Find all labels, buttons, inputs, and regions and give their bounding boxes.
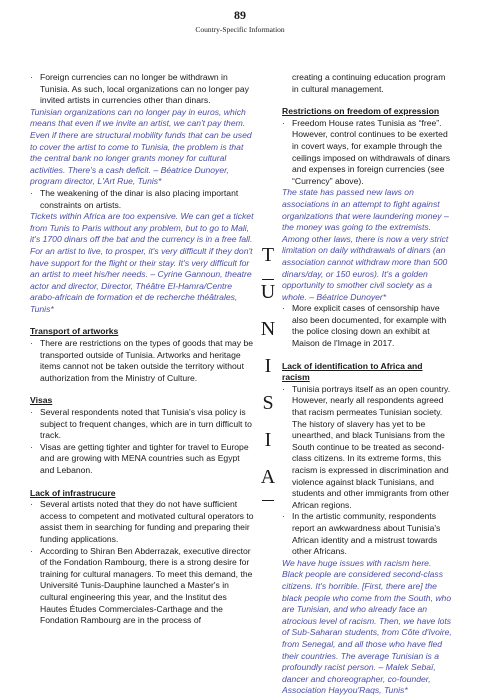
continued-paragraph: creating a continuing education program in cultural management.	[292, 72, 446, 94]
heading-racism: Lack of identification to Africa and racism	[282, 360, 423, 383]
sidebar-letter: T	[261, 244, 275, 266]
bullet-training: · According to Shiran Ben Abderrazak, executive director of the Fondation Rambourg, there is a strong desire for training for cultural managers. To meet this demand, the Université Tunis-Dauphine launched a Master's in cultural engineering this year, and the Institut des Hautes Études Commerciales-Carthage and the Fondation Rambourg are in the process of	[30, 546, 254, 627]
left-column	[30, 72, 254, 627]
bullet-censorship: · More explicit cases of censorship have also been documented, for example with the police closing down an exhibit at Maison de l'Image in 2017.	[282, 303, 452, 349]
bullet-transport: · There are restrictions on the types of goods that may be transported outside of Tunisia. Artworks and heritage items cannot not be taken outside the territory without authorization from the Ministry of Culture.	[30, 338, 254, 384]
bullet-currency-withdrawal: · Foreign currencies can no longer be withdrawn in Tunisia. As such, local organizations can no longer pay invited artists in currencies other than dinars.	[30, 72, 254, 107]
sidebar-letter: U	[260, 281, 276, 303]
quote-dunoyer-associations: The state has passed new laws on associations in an attempt to fight against organizations that were laundering money – the money was going to the extremists. Among other laws, there is now a very strict limitation on daily withdrawals of dinars (an association cannot withdraw more than 500 dinars/day, or 150 euros). It's a golden opportunity to smother civil society as a whole. – Béatrice Dunoyer*	[282, 187, 449, 302]
bullet-freedom-house: · Freedom House rates Tunisia as “free”. However, control continues to be exerted in covert ways, for example through the ceilings imposed on withdrawals of dinars and expenses in foreign currencies (see “Currency” above).	[282, 118, 452, 188]
sidebar-letter: A	[260, 466, 276, 488]
heading-visas: Visas	[30, 395, 53, 406]
bullet-visa-tightening: · Visas are getting tighter and tighter for travel to Europe and are growing with MENA countries such as Egypt and Lebanon.	[30, 442, 254, 477]
sidebar-letter: I	[264, 429, 272, 451]
sidebar-letter: N	[260, 318, 276, 340]
bullet-dinar-weakening: · The weakening of the dinar is also placing important constraints on artists.	[30, 188, 254, 211]
sidebar-dash-bottom	[262, 500, 274, 501]
sidebar-letter: I	[264, 355, 272, 377]
page-number: 89	[234, 8, 246, 22]
quote-sebai-racism: We have huge issues with racism here. Black people are considered second-class citizens. It's horrible. [First, there are] the black people who come from the South, who are Tunisian, and who already face an atrocious level of racism. Then, we have lots of Sub-Saharan students, from Côte d'Ivoire, from Senegal, and all those who have fled their countries. The average Tunisian is a profoundly racist person. – Malek Sebaï, dancer and choreographer, co-founder, Association Hayyou'Raqs, Tunis*	[282, 557, 452, 696]
right-column	[282, 72, 452, 697]
heading-infrastructure: Lack of infrastrucure	[30, 487, 116, 498]
quote-gannoun-tickets: Tickets within Africa are too expensive. We can get a ticket from Tunis to Paris without any problem, but to go to Mali, it's 1700 dinars off the bat and the currency is in a free fall. For an artist to live, to prosper, it's very difficult if they don't have support for the flight or their stay. It's very difficult for an artist to meet his/her needs. – Cyrine Gannoun, theatre actor and director, Director, Théâtre El-Hamra/Centre arabo-africain de formation et de recherche théâtrales, Tunis*	[30, 211, 254, 314]
heading-transport: Transport of artworks	[30, 326, 119, 337]
sidebar-letter: S	[262, 392, 274, 414]
quote-dunoyer-euros: Tunisian organizations can no longer pay in euros, which means that even if we invite an artist, we can't pay them. Even if there are structural mobility funds that can be used to cover the artist to come to Tunisia, the problem is that the central bank no longer grants money for cultural activities. There's a cash deficit. – Béatrice Dunoyer, program director, L'Art Rue, Tunis*	[30, 106, 252, 187]
bullet-open-country: · Tunisia portrays itself as an open country. However, nearly all respondents agreed that racism permeates Tunisian society. The history of slavery has yet to be unearthed, and black Tunisians from the South continue to be treated as second-class citizens. In its extreme forms, this racism is expressed in discrimination and violence against black Tunisians, and students and other immigrants from other African regions.	[282, 384, 452, 512]
bullet-artistic-community: · In the artistic community, respondents report an awkwardness about Tunisia's African identity and a mistrust towards other Africans.	[282, 511, 452, 557]
running-header: Country-Specific Information	[195, 25, 285, 34]
sidebar-dash-top	[262, 279, 274, 280]
bullet-visa-policy: · Several respondents noted that Tunisia's visa policy is subject to frequent changes, which are in turn difficult to track.	[30, 407, 254, 442]
heading-freedom-of-expression: Restrictions on freedom of expression	[282, 106, 440, 117]
bullet-operators: · Several artists noted that they do not have sufficient access to competent and motivated cultural operators to assist them in searching for funding and preparing their funding applications.	[30, 499, 254, 545]
